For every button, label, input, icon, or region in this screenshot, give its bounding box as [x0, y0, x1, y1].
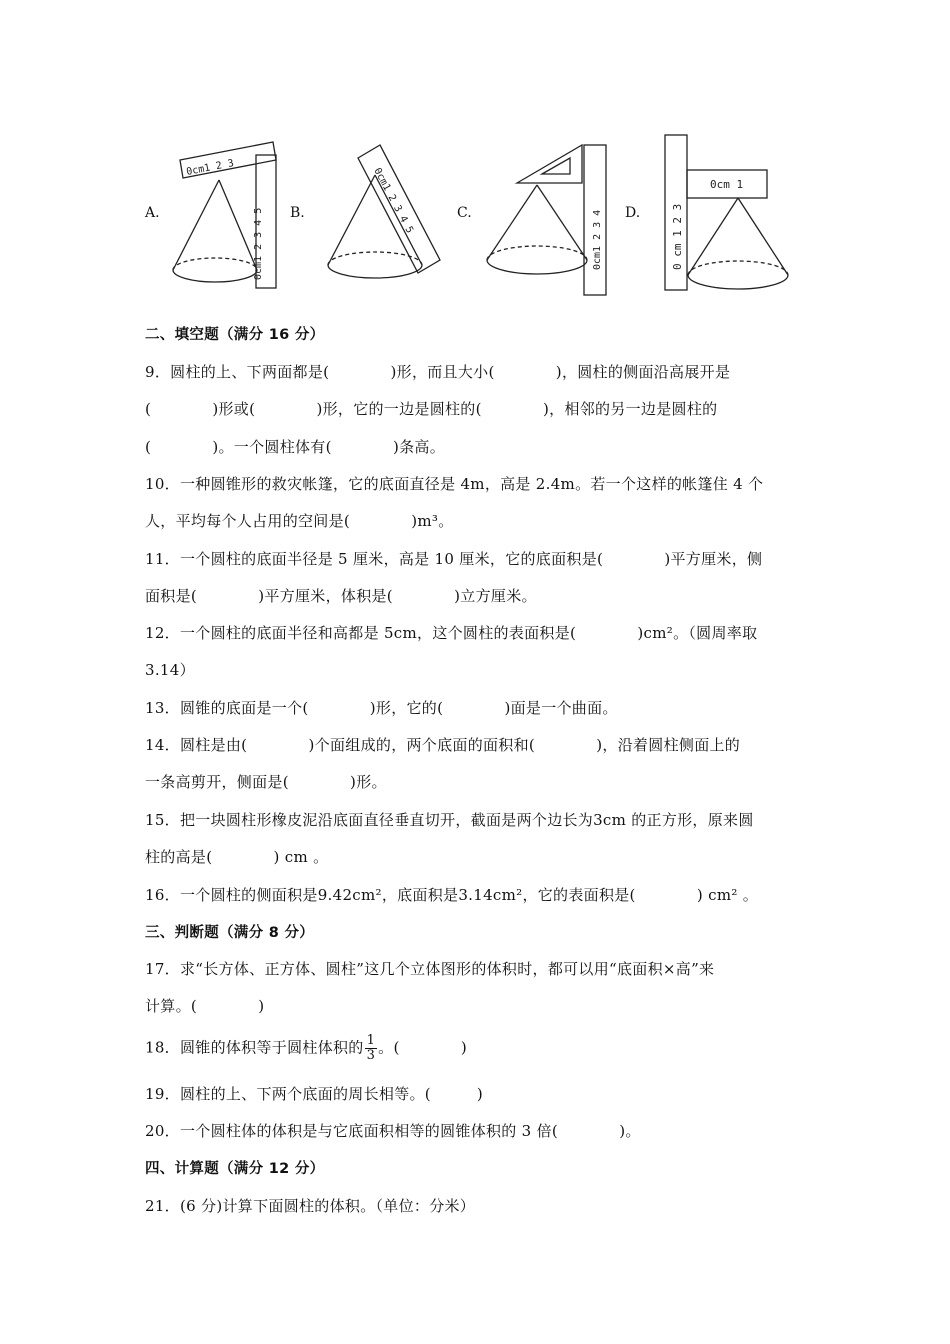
question-10-line-1: 10．一种圆锥形的救灾帐篷，它的底面直径是 4m，高是 2.4m。若一个这样的帐篷住 4 个 [145, 475, 764, 493]
top-ruler-text: 0cm 1 [710, 178, 744, 191]
question-21: 21．(6 分)计算下面圆柱的体积。（单位：分米） [145, 1197, 476, 1215]
question-18-blank: 。( ) [378, 1038, 467, 1057]
question-10-line-2: 人，平均每个人占用的空间是( )m³。 [145, 512, 454, 530]
tilted-ruler-text: 0cm1 2 3 4 5 [371, 166, 415, 236]
question-17-line-2: 计算。( ) [145, 997, 265, 1015]
option-a-cone-figure [165, 130, 285, 300]
question-15-line-2: 柱的高是( ) cm 。 [145, 848, 329, 866]
option-d-label: D. [625, 205, 641, 221]
option-c-label: C. [457, 205, 472, 221]
section-calc-heading: 四、计算题（满分 12 分） [145, 1161, 325, 1177]
question-18 [145, 1034, 810, 1063]
question-19: 19．圆柱的上、下两个底面的周长相等。( ) [145, 1085, 483, 1103]
side-ruler-text: 0cm1 2 3 4 5 [253, 207, 264, 280]
option-b-cone-figure [320, 130, 445, 300]
question-18-text: 18．圆锥的体积等于圆柱体积的 [145, 1038, 364, 1057]
fraction-denominator: 3 [366, 1048, 376, 1063]
fraction-numerator: 1 [366, 1033, 376, 1048]
question-15-line-1: 15．把一块圆柱形橡皮泥沿底面直径垂直切开，截面是两个边长为3cm 的正方形，原来圆 [145, 811, 754, 829]
question-9-line-1: 9．圆柱的上、下两面都是( )形，而且大小( )，圆柱的侧面沿高展开是 [145, 363, 731, 381]
question-14-line-1: 14．圆柱是由( )个面组成的，两个底面的面积和( )，沿着圆柱侧面上的 [145, 736, 741, 754]
top-ruler-text: 0cm1 2 3 [185, 157, 235, 178]
section-fill-heading: 二、填空题（满分 16 分） [145, 327, 325, 343]
question-20: 20．一个圆柱体的体积是与它底面积相等的圆锥体积的 3 倍( )。 [145, 1122, 641, 1140]
side-ruler-text: 0 cm 1 2 3 [671, 203, 684, 270]
question-12-line-2: 3.14） [145, 661, 195, 679]
question-16: 16．一个圆柱的侧面积是9.42cm²，底面积是3.14cm²，它的表面积是( ) cm² 。 [145, 886, 759, 904]
question-11-line-2: 面积是( )平方厘米，体积是( )立方厘米。 [145, 587, 537, 605]
section-judge-heading: 三、判断题（满分 8 分） [145, 925, 315, 941]
question-11-line-1: 11．一个圆柱的底面半径是 5 厘米，高是 10 厘米，它的底面积是( )平方厘米，侧 [145, 550, 763, 568]
option-b-label: B. [290, 205, 305, 221]
question-9-line-3: ( )。一个圆柱体有( )条高。 [145, 438, 446, 456]
one-third-fraction [365, 1034, 378, 1063]
triangle-ruler [517, 145, 582, 183]
question-17-line-1: 17．求“长方体、正方体、圆柱”这几个立体图形的体积时，都可以用“底面积×高”来 [145, 960, 715, 978]
question-9-line-2: ( )形或( )形，它的一边是圆柱的( )，相邻的另一边是圆柱的 [145, 400, 718, 418]
option-a-label: A. [145, 205, 160, 221]
question-13: 13．圆锥的底面是一个( )形，它的( )面是一个曲面。 [145, 699, 618, 717]
question-14-line-2: 一条高剪开，侧面是( )形。 [145, 773, 387, 791]
option-d-cone-figure [660, 130, 790, 300]
option-c-cone-figure [482, 130, 612, 300]
question-12-line-1: 12．一个圆柱的底面半径和高都是 5cm，这个圆柱的表面积是( )cm²。（圆周率取 [145, 624, 758, 642]
side-ruler-text: 0cm1 2 3 4 [592, 209, 603, 270]
